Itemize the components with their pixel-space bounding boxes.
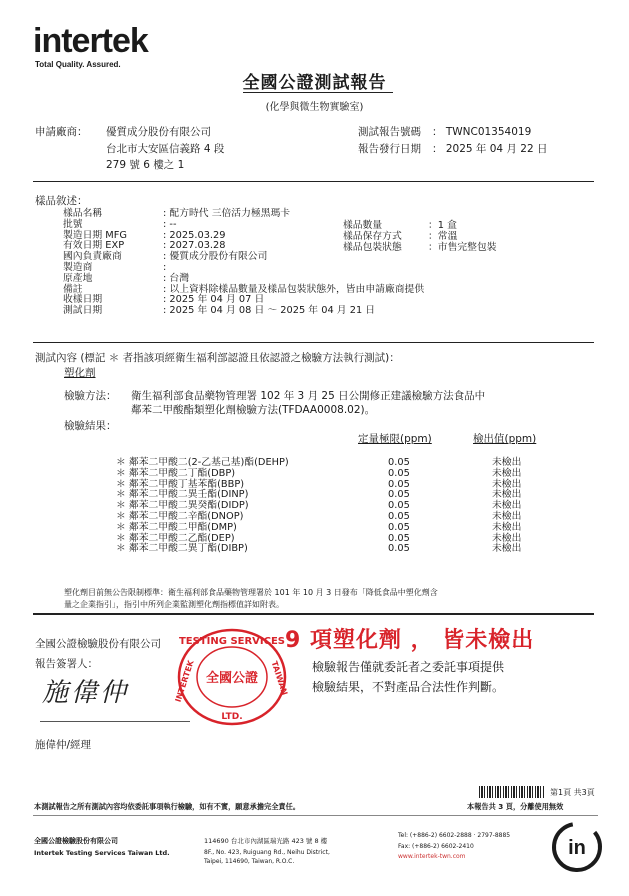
footer-address-en-2: Taipei, 114690, Taiwan, R.O.C. (204, 858, 295, 865)
divider (33, 181, 594, 182)
sample-value: : 2025 年 04 月 07 日 (163, 294, 265, 306)
sample-value: : 以上資料除樣品數量及樣品包裝狀態外，皆由申請廠商提供 (163, 283, 425, 295)
notice-left: 本測試報告之所有測試內容均依委託事項執行檢驗，如有不實，願意承擔完全責任。 (34, 802, 300, 811)
test-item: ＊ 鄰苯二甲酸二辛酯(DNOP) (116, 510, 244, 522)
applicant-address-2: 279 號 6 樓之 1 (106, 159, 185, 171)
test-item: ＊ 鄰苯二甲酸二乙酯(DEP) (116, 532, 235, 544)
limit-value: 0.05 (388, 489, 410, 501)
sample-label: 製造日期 MFG (63, 229, 127, 241)
sample-value: : (163, 261, 167, 273)
sample-value: : 2025 年 04 月 08 日 ～ 2025 年 04 月 21 日 (163, 305, 376, 317)
applicant-name: 優質成分股份有限公司 (106, 126, 211, 138)
sample-label: 測試日期 (63, 305, 103, 317)
test-item: ＊ 鄰苯二甲酸二丁酯(DBP) (116, 467, 236, 479)
sample-value: : 優質成分股份有限公司 (163, 251, 268, 263)
footer-company-en: Intertek Testing Services Taiwan Ltd. (34, 849, 170, 857)
stamp-ring-bottom: LTD. (221, 712, 243, 722)
test-content: 測試內容 (標記 ＊ 者指該項經衛生福利部認證且依認證之檢驗方法執行測試)： (35, 352, 400, 364)
limit-value: 0.05 (388, 478, 410, 490)
column-result: 檢出值(ppm) (473, 433, 537, 445)
limit-value: 0.05 (388, 500, 410, 512)
note-line-2: 量之企業指引」，指引中所列企業監測塑化劑指標值詳如附表。 (64, 600, 284, 609)
company-seal-stamp (173, 627, 290, 727)
sample-value: : 配方時代 三倍活力極黑瑪卡 (163, 208, 291, 219)
sample-label: 國內負責廠商 (63, 251, 122, 263)
test-results (492, 458, 521, 555)
result-value: 未檢出 (492, 500, 522, 512)
result-value: 未檢出 (492, 467, 522, 479)
page-number: 第1頁 共3頁 (550, 788, 595, 797)
limit-value: 0.05 (388, 521, 410, 533)
footer-address-en-1: 8F., No. 423, Ruiguang Rd., Neihu District, (204, 849, 330, 856)
result-value: 未檢出 (492, 510, 522, 522)
test-items (116, 458, 289, 555)
test-item: ＊ 鄰苯二甲酸二甲酯(DMP) (116, 521, 237, 533)
test-item: ＊ 鄰苯二甲酸丁基苯酯(BBP) (116, 478, 245, 490)
test-item: ＊ 鄰苯二甲酸二異壬酯(DINP) (116, 489, 249, 501)
stamp-center: 全國公證 (205, 671, 259, 686)
sample-label: 製造商 (63, 261, 93, 273)
applicant-address-1: 台北市大安區信義路 4 段 (106, 143, 225, 155)
test-item: ＊ 鄰苯二甲酸二異癸酯(DIDP) (116, 500, 249, 512)
test-limits (388, 458, 410, 555)
sample-value: : 2025.03.29 (163, 229, 226, 241)
report-subtitle: (化學與微生物實驗室) (265, 102, 364, 113)
sample-right-label: 樣品保存方式 (343, 230, 402, 242)
sample-right-values (428, 221, 497, 253)
intertek-circle-logo-icon (550, 820, 604, 874)
footer-company-zh: 全國公證檢驗股份有限公司 (34, 837, 118, 845)
result-value: 未檢出 (492, 521, 522, 533)
test-item: ＊ 鄰苯二甲酸二(2-乙基己基)酯(DEHP) (116, 457, 289, 468)
stamp-ring-right: TAIWAN (269, 660, 290, 697)
result-value: 未檢出 (492, 532, 522, 544)
footer-fax: Fax: (+886-2) 6602-2410 (398, 843, 474, 850)
divider (33, 815, 598, 816)
sample-value: : -- (163, 218, 177, 230)
result-value: 未檢出 (492, 478, 522, 490)
method-line-2: 鄰苯二甲酸酯類塑化劑檢驗方法(TFDAA0008.02)。 (131, 404, 376, 416)
footer-web: www.intertek-twn.com (398, 853, 466, 860)
stamp-ring-left: INTERTEK (173, 659, 196, 704)
issue-date-label: 報告發行日期 (358, 143, 421, 155)
footer-tel: Tel: (+886-2) 6602-2888 · 2797-8885 (398, 832, 511, 839)
sample-right-value: ：常溫 (428, 230, 458, 242)
test-item: ＊ 鄰苯二甲酸二異丁酯(DIBP) (116, 543, 248, 555)
sample-right-value: ：1 盒 (428, 220, 457, 231)
test-category: 塑化劑 (64, 367, 96, 379)
svg-text:in: in (568, 837, 586, 859)
limit-value: 0.05 (388, 467, 410, 479)
sample-value: : 2027.03.28 (163, 240, 226, 252)
divider (33, 613, 594, 615)
limit-value: 0.05 (388, 543, 410, 555)
result-value: 未檢出 (492, 489, 522, 501)
report-number-label: 測試報告號碼 (358, 126, 421, 138)
title-underline (243, 92, 393, 93)
disclaimer-line-2: 檢驗結果，不對產品合法性作判斷。 (312, 680, 505, 694)
sample-labels (63, 209, 127, 317)
sample-label: 收樣日期 (63, 294, 103, 306)
sample-right-label: 樣品包裝狀態 (343, 241, 402, 253)
limit-value: 0.05 (388, 457, 410, 468)
report-title: 全國公證測試報告 (242, 73, 387, 93)
company-name: 全國公證檢驗股份有限公司 (35, 638, 161, 650)
column-limit: 定量極限(ppm) (358, 433, 432, 445)
method-label: 檢驗方法： (64, 390, 117, 402)
signer-title: 施偉仲/經理 (35, 739, 92, 751)
result-value: 未檢出 (492, 543, 522, 555)
method-line-1: 衛生福利部食品藥物管理署 102 年 3 月 25 日公開修正建議檢驗方法食品中 (131, 390, 486, 402)
signature: 施偉仲 (42, 678, 130, 708)
stamp-ring-top: TESTING SERVICES (178, 636, 286, 647)
divider (33, 342, 594, 343)
note-line-1: 塑化劑目前無公告限制標準：衛生福利部食品藥物管理署於 101 年 10 月 3 日發布「降低食品中塑化劑含 (64, 588, 438, 597)
limit-value: 0.05 (388, 510, 410, 522)
applicant-label: 申請廠商： (35, 126, 88, 138)
issue-date: ： 2025 年 04 月 22 日 (432, 143, 548, 155)
barcode-icon (479, 786, 545, 798)
sample-label: 備註 (63, 283, 83, 295)
sample-right-labels (343, 221, 402, 253)
sample-label: 樣品名稱 (63, 208, 103, 219)
sample-label: 原產地 (63, 272, 93, 284)
sample-right-label: 樣品數量 (343, 220, 383, 231)
signer-label: 報告簽署人： (35, 658, 98, 670)
notice-right: 本報告共 3 頁，分離使用無效 (467, 802, 564, 811)
result-value: 未檢出 (492, 457, 522, 468)
result-label: 檢驗結果： (64, 420, 117, 432)
logo-tagline: Total Quality. Assured. (35, 60, 121, 69)
report-number: ： TWNC01354019 (432, 126, 532, 138)
sample-heading: 樣品敘述： (35, 195, 88, 207)
sample-label: 批號 (63, 218, 83, 230)
intertek-logo: intertek (33, 22, 148, 60)
sample-right-value: ：市售完整包裝 (428, 241, 497, 253)
result-highlight: 9 項塑化劑 ， 皆未檢出 (285, 628, 535, 653)
disclaimer-line-1: 檢驗報告僅就委託者之委託事項提供 (312, 660, 505, 674)
sample-value: : 台灣 (163, 272, 190, 284)
signature-line (40, 721, 190, 722)
sample-label: 有效日期 EXP (63, 240, 125, 252)
footer-address-zh: 114690 台北市內湖區瑞光路 423 號 8 樓 (204, 837, 328, 845)
limit-value: 0.05 (388, 532, 410, 544)
